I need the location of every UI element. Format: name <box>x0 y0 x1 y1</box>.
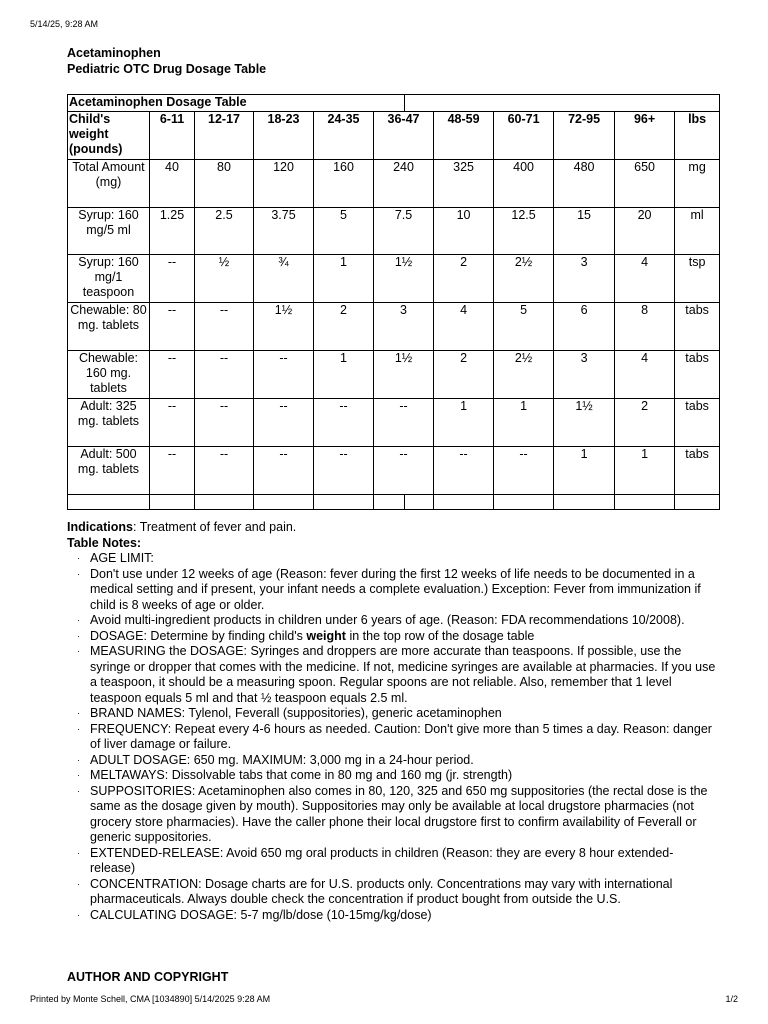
dose-cell: 1½ <box>554 399 615 447</box>
dose-cell: -- <box>195 351 254 399</box>
dose-cell: 650 <box>615 160 675 208</box>
weight-range-header: 60-71 <box>494 112 554 160</box>
note-text: CALCULATING DOSAGE: 5-7 mg/lb/dose (10-15mg/kg/dose) <box>90 907 432 922</box>
note-text: MEASURING the DOSAGE: Syringes and droppers are more accurate than teaspoons. If possible, use the syringe or dropper that comes with the medicine. If not, medicine syringes are available at pharmacies. If you use a teaspoon, it should be a measuring spoon. Regular spoons are not reliable. Also, remember that 1 level teaspoon equals 5 ml and that ½ teaspoon equals 2.5 ml. <box>90 644 716 705</box>
dose-cell: 4 <box>434 303 494 351</box>
dose-cell: -- <box>494 447 554 495</box>
note-text-post: in the top row of the dosage table <box>345 628 535 643</box>
empty-cell <box>434 495 494 510</box>
dosage-table <box>67 94 720 510</box>
indications-label: Indications <box>67 520 133 534</box>
bullet-icon: · <box>77 754 80 765</box>
title-drug-name: Acetaminophen <box>67 46 161 60</box>
note-text-bold: weight <box>306 628 346 643</box>
note-text: FREQUENCY: Repeat every 4-6 hours as needed. Caution: Don't give more than 5 times a day. Reason: danger of liver damage or failure. <box>90 721 712 751</box>
note-item <box>67 644 717 706</box>
note-item <box>67 908 717 924</box>
dose-cell: 2 <box>615 399 675 447</box>
footer-printed-by: Printed by Monte Schell, CMA [1034890] 5/14/2025 9:28 AM <box>30 994 271 1004</box>
bullet-icon: · <box>77 553 80 563</box>
bullet-icon: · <box>77 723 80 734</box>
dose-cell: -- <box>254 399 314 447</box>
table-row <box>68 399 720 447</box>
empty-cell <box>494 495 554 510</box>
bullet-icon: · <box>77 770 80 780</box>
dose-cell: 1½ <box>254 303 314 351</box>
empty-cell <box>150 495 195 510</box>
dose-cell: 1.25 <box>150 208 195 255</box>
indications-text: : Treatment of fever and pain. <box>132 520 297 534</box>
dose-cell: -- <box>150 351 195 399</box>
row-label: Adult: 325 mg. tablets <box>68 399 150 447</box>
bullet-icon: · <box>77 615 80 625</box>
note-text: BRAND NAMES: Tylenol, Feverall (suppositories), generic acetaminophen <box>90 706 502 720</box>
bullet-icon: · <box>77 909 80 920</box>
unit-cell: tabs <box>675 303 720 351</box>
document-title <box>67 45 266 77</box>
note-item <box>67 877 717 908</box>
title-subtitle: Pediatric OTC Drug Dosage Table <box>67 62 267 76</box>
note-text: EXTENDED-RELEASE: Avoid 650 mg oral products in children (Reason: they are every 8 hour extended-release) <box>90 845 674 875</box>
dose-cell: 2 <box>434 351 494 399</box>
print-timestamp: 5/14/25, 9:28 AM <box>30 19 99 29</box>
dose-cell: 400 <box>494 160 554 208</box>
bullet-icon: · <box>77 568 80 579</box>
dose-cell: -- <box>195 399 254 447</box>
weight-range-header: 18-23 <box>254 112 314 160</box>
table-row <box>68 160 720 208</box>
table-empty-row <box>68 495 720 510</box>
unit-cell: tabs <box>675 351 720 399</box>
dose-cell: -- <box>314 447 374 495</box>
dose-cell: 4 <box>615 351 675 399</box>
dose-cell: -- <box>314 399 374 447</box>
header-row-label: Child's weight (pounds) <box>68 112 150 160</box>
row-label: Total Amount (mg) <box>68 160 150 208</box>
note-text-pre: DOSAGE: Determine by finding child's <box>90 628 307 643</box>
dose-cell: 325 <box>434 160 494 208</box>
dose-cell: 120 <box>254 160 314 208</box>
dose-cell: -- <box>254 351 314 399</box>
empty-cell <box>68 495 150 510</box>
note-item <box>67 551 717 567</box>
note-text: Don't use under 12 weeks of age (Reason: fever during the first 12 weeks of life needs to be documented in a medical setting and if present, your infant needs a complete evaluation.) Exception: Fever from immunization if child is 8 weeks of age or older. <box>90 566 701 612</box>
row-label: Chewable: 80 mg. tablets <box>68 303 150 351</box>
weight-range-header: 6-11 <box>150 112 195 160</box>
bullet-icon: · <box>77 630 80 641</box>
dose-cell: 1 <box>494 399 554 447</box>
note-item <box>67 722 717 753</box>
dose-cell: 4 <box>615 255 675 303</box>
dose-cell: 3 <box>554 351 615 399</box>
note-item <box>67 784 717 846</box>
dose-cell: -- <box>195 303 254 351</box>
author-copyright-heading: AUTHOR AND COPYRIGHT <box>67 970 229 984</box>
empty-cell <box>254 495 314 510</box>
dose-cell: 1 <box>314 351 374 399</box>
indications <box>67 520 717 536</box>
dose-cell: 7.5 <box>374 208 434 255</box>
note-item <box>67 753 717 769</box>
dose-cell: 240 <box>374 160 434 208</box>
unit-cell: tabs <box>675 399 720 447</box>
weight-range-header: 12-17 <box>195 112 254 160</box>
empty-cell <box>675 495 720 510</box>
dose-cell: -- <box>434 447 494 495</box>
dose-cell: 80 <box>195 160 254 208</box>
dose-cell: -- <box>150 447 195 495</box>
dose-cell: 2 <box>314 303 374 351</box>
unit-cell: ml <box>675 208 720 255</box>
dose-cell: 20 <box>615 208 675 255</box>
dose-cell: 12.5 <box>494 208 554 255</box>
dose-cell: -- <box>150 399 195 447</box>
empty-cell <box>405 495 434 510</box>
note-text: ADULT DOSAGE: 650 mg. MAXIMUM: 3,000 mg in a 24-hour period. <box>90 752 474 767</box>
weight-range-header: 96+ <box>615 112 675 160</box>
empty-cell <box>195 495 254 510</box>
table-caption-filler <box>405 95 720 112</box>
table-notes-list <box>67 551 717 923</box>
dose-cell: 3.75 <box>254 208 314 255</box>
bullet-icon: · <box>77 878 80 889</box>
note-text <box>90 629 534 643</box>
weight-range-header: 36-47 <box>374 112 434 160</box>
bullet-icon: · <box>77 708 80 718</box>
unit-cell: tsp <box>675 255 720 303</box>
table-row <box>68 447 720 495</box>
dose-cell: 160 <box>314 160 374 208</box>
dose-cell: 5 <box>314 208 374 255</box>
empty-cell <box>615 495 675 510</box>
dose-cell: 2 <box>434 255 494 303</box>
weight-range-header: 24-35 <box>314 112 374 160</box>
dose-cell: -- <box>374 447 434 495</box>
dose-cell: 480 <box>554 160 615 208</box>
dose-cell: 3 <box>374 303 434 351</box>
dose-cell: 3 <box>554 255 615 303</box>
bullet-icon: · <box>77 646 80 656</box>
dose-cell: ½ <box>195 255 254 303</box>
note-item <box>67 629 717 645</box>
row-label: Syrup: 160 mg/1 teaspoon <box>68 255 150 303</box>
note-text: SUPPOSITORIES: Acetaminophen also comes in 80, 120, 325 and 650 mg suppositories (the rectal dose is the same as the dosage given by mouth). Suppositories may only be available at local drugstore pharmacies (not grocery store pharmacies). Have the caller phone their local drugstore first to confirm availability of Feverall or generic suppositories. <box>90 783 708 844</box>
footer-page-number: 1/2 <box>725 994 738 1004</box>
dose-cell: 1 <box>434 399 494 447</box>
dose-cell: 10 <box>434 208 494 255</box>
bullet-icon: · <box>77 785 80 796</box>
weight-range-header: 72-95 <box>554 112 615 160</box>
row-label: Chewable: 160 mg. tablets <box>68 351 150 399</box>
dose-cell: 1½ <box>374 255 434 303</box>
dose-cell: 5 <box>494 303 554 351</box>
empty-cell <box>554 495 615 510</box>
dose-cell: -- <box>150 255 195 303</box>
dose-cell: -- <box>195 447 254 495</box>
note-text: Avoid multi-ingredient products in children under 6 years of age. (Reason: FDA recommendations 10/2008). <box>90 613 685 627</box>
dose-cell: 1 <box>314 255 374 303</box>
dose-cell: 6 <box>554 303 615 351</box>
weight-range-header: 48-59 <box>434 112 494 160</box>
dose-cell: 2.5 <box>195 208 254 255</box>
note-text: AGE LIMIT: <box>90 551 154 565</box>
notes-section <box>67 520 717 923</box>
bullet-icon: · <box>77 847 80 858</box>
dose-cell: -- <box>254 447 314 495</box>
dose-cell: 2½ <box>494 255 554 303</box>
dose-cell: -- <box>150 303 195 351</box>
table-row <box>68 351 720 399</box>
dose-cell: 1½ <box>374 351 434 399</box>
note-item <box>67 846 717 877</box>
empty-cell <box>314 495 374 510</box>
dose-cell: 2½ <box>494 351 554 399</box>
dose-cell: 8 <box>615 303 675 351</box>
table-row <box>68 208 720 255</box>
table-notes-label: Table Notes: <box>67 535 142 550</box>
dose-cell: -- <box>374 399 434 447</box>
unit-cell: tabs <box>675 447 720 495</box>
note-item <box>67 768 717 784</box>
unit-cell: mg <box>675 160 720 208</box>
table-row <box>68 255 720 303</box>
row-label: Adult: 500 mg. tablets <box>68 447 150 495</box>
note-item <box>67 706 717 722</box>
dose-cell: ¾ <box>254 255 314 303</box>
dose-cell: 1 <box>554 447 615 495</box>
empty-cell <box>374 495 405 510</box>
dose-cell: 1 <box>615 447 675 495</box>
note-item <box>67 613 717 629</box>
dose-cell: 40 <box>150 160 195 208</box>
note-item <box>67 567 717 614</box>
row-label: Syrup: 160 mg/5 ml <box>68 208 150 255</box>
table-header-row <box>68 112 720 160</box>
note-text: MELTAWAYS: Dissolvable tabs that come in 80 mg and 160 mg (jr. strength) <box>90 768 513 782</box>
dose-cell: 15 <box>554 208 615 255</box>
header-unit: lbs <box>675 112 720 160</box>
note-text: CONCENTRATION: Dosage charts are for U.S. products only. Concentrations may vary with international pharmaceuticals. Always double check the concentration if product bought from outside the U.S. <box>90 876 673 906</box>
table-caption: Acetaminophen Dosage Table <box>68 95 405 112</box>
table-row <box>68 303 720 351</box>
